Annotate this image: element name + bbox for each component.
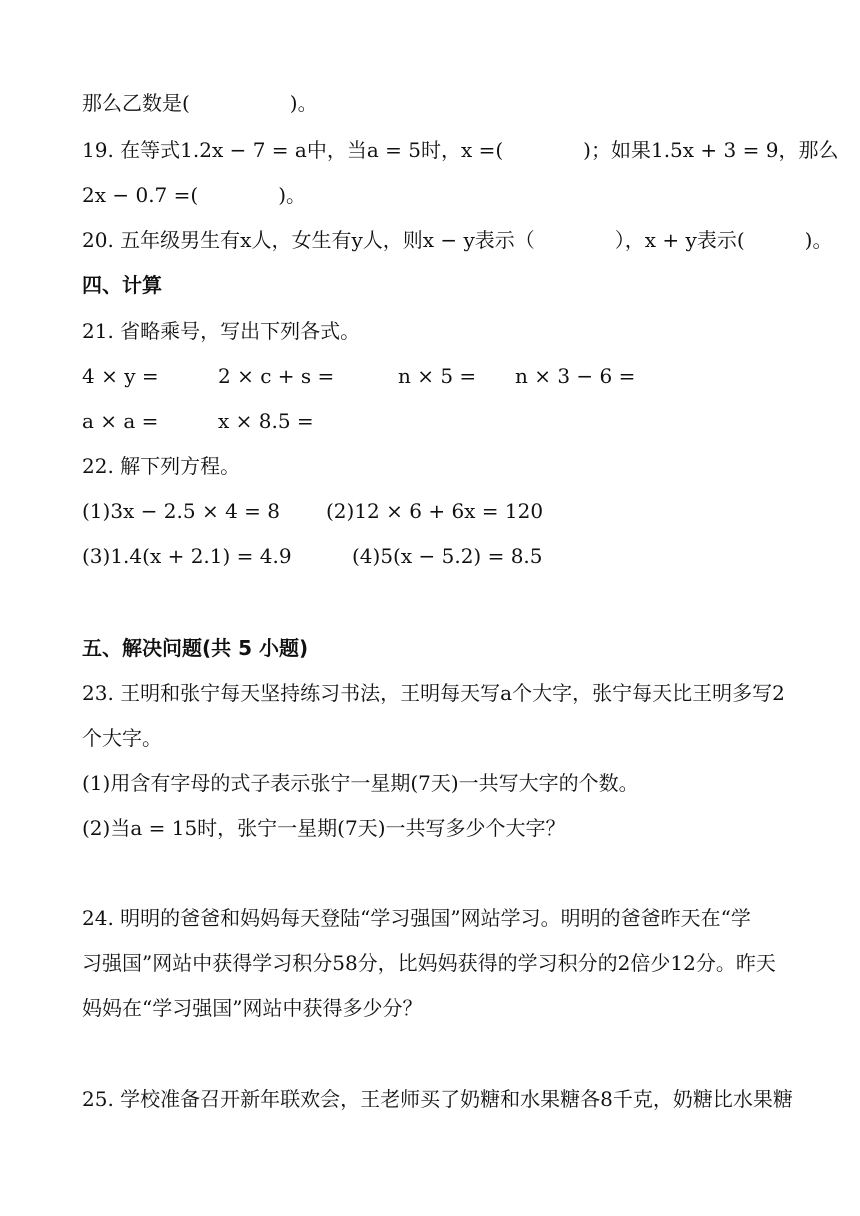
q18-tail: 那么乙数是( )。 <box>82 91 318 115</box>
q21: 21. 省略乘号，写出下列各式。 <box>82 319 361 343</box>
equation-item: (4)5(x − 5.2) = 8.5 <box>352 544 543 568</box>
expr-item: 2 × c + s = <box>218 364 335 388</box>
section-4-heading: 四、计算 <box>82 273 162 297</box>
expr-item: n × 5 = <box>398 364 477 388</box>
expr-item: a × a = <box>82 409 159 433</box>
q23-part2: (2)当a = 15时，张宁一星期(7天)一共写多少个大字？ <box>82 816 566 840</box>
q23-line1: 23. 王明和张宁每天坚持练习书法，王明每天写a个大字，张宁每天比王明多写2 <box>82 681 785 705</box>
equation-item: (1)3x − 2.5 × 4 = 8 <box>82 499 281 523</box>
q19-line2: 2x − 0.7 =( )。 <box>82 183 307 207</box>
expr-item: 4 × y = <box>82 364 159 388</box>
q23-part1: (1)用含有字母的式子表示张宁一星期(7天)一共写大字的个数。 <box>82 771 639 795</box>
q24-line1: 24. 明明的爸爸和妈妈每天登陆“学习强国”网站学习。明明的爸爸昨天在“学 <box>82 906 751 930</box>
q24-line3: 妈妈在“学习强国”网站中获得多少分？ <box>82 996 423 1020</box>
q24-line2: 习强国”网站中获得学习积分58分，比妈妈获得的学习积分的2倍少12分。昨天 <box>82 951 776 975</box>
q20: 20. 五年级男生有x人，女生有y人，则x − y表示（ ），x + y表示( )。 <box>82 228 833 252</box>
q23-line2: 个大字。 <box>82 726 162 750</box>
q25-line1: 25. 学校准备召开新年联欢会，王老师买了奶糖和水果糖各8千克，奶糖比水果糖 <box>82 1087 793 1111</box>
q19-line1: 19. 在等式1.2x − 7 = a中，当a = 5时，x =( )；如果1.5x + 3 = 9，那么 <box>82 138 839 162</box>
expr-item: x × 8.5 = <box>218 409 314 433</box>
expr-item: n × 3 − 6 = <box>515 364 636 388</box>
q22: 22. 解下列方程。 <box>82 454 241 478</box>
equation-item: (2)12 × 6 + 6x = 120 <box>326 499 544 523</box>
section-5-heading: 五、解决问题(共 5 小题) <box>82 636 309 660</box>
equation-item: (3)1.4(x + 2.1) = 4.9 <box>82 544 292 568</box>
